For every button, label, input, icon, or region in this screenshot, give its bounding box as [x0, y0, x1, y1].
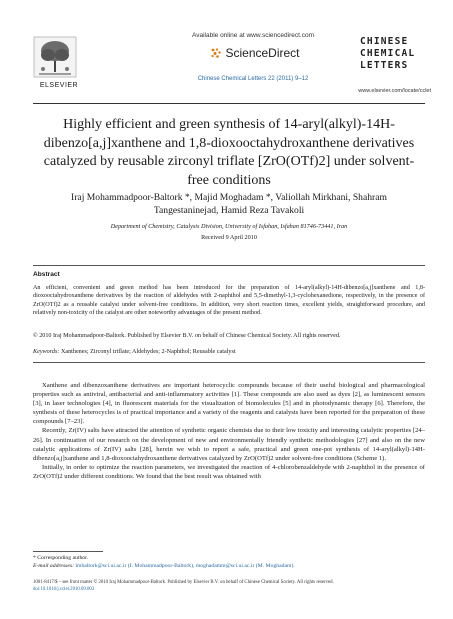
- sciencedirect-dots-icon: [210, 47, 222, 59]
- journal-reference-link[interactable]: Chinese Chemical Letters 22 (2011) 9–12: [197, 76, 309, 82]
- body-paragraph: Recently, Zr(IV) salts have attracted the attention of synthetic organic chemists due to their low toxicity and interesting catalytic properties [24–26]. In continuation of our research on the development of new and environmentally friendly synthetic methodologies [27] and also on the new catalytic applications of Zr(IV) salts [28], herein we wish to report a safe, practical and green one-pot synthesis of 14-aryl(alkyl)-14H-dibenzo[a,j]xanthene and 1,8-dioxooctahydroxanthene derivatives catalyzed by ZrO(OTf)2 under solvent-free conditions (Scheme 1).: [33, 427, 425, 462]
- email-label: E-mail addresses:: [33, 563, 75, 569]
- available-online-text: Available online at www.sciencedirect.com: [192, 32, 314, 39]
- body-paragraph: Initially, in order to optimize the reaction parameters, we investigated the reaction of 4-chlorobenzaldehyde with 2-naphthol in the presence of ZrO(OTf)2 under different conditions. We found that the best result was obtained with: [33, 463, 425, 480]
- author-affiliation: Department of Chemistry, Catalysis Division, University of Isfahan, Isfahan 81746-73441, Iran: [110, 223, 348, 230]
- header-divider: [33, 103, 425, 104]
- journal-name-line-2: CHEMICAL: [360, 48, 416, 59]
- footnote-divider: [33, 551, 103, 552]
- elsevier-tree-logo-icon: [33, 36, 77, 78]
- copyright-notice: © 2010 Iraj Mohammadpoor-Baltork. Published by Elsevier B.V. on behalf of Chinese Chemical Society. All rights reserved.: [33, 333, 341, 339]
- sciencedirect-brand[interactable]: [155, 44, 355, 60]
- journal-header: [33, 30, 431, 100]
- email-links[interactable]: imbaltork@sci.ui.ac.ir (I. Mohammadpoor-Baltork), moghadamm@sci.ui.ac.ir (M. Moghadam).: [75, 563, 295, 569]
- doi-link[interactable]: doi:10.1016/j.cclet.2010.09.003: [33, 587, 95, 592]
- journal-url-link[interactable]: www.elsevier.com/locate/cclet: [358, 88, 431, 94]
- journal-name-block: [360, 36, 428, 80]
- sciencedirect-label: ScienceDirect: [225, 46, 300, 61]
- keywords-line: [33, 349, 425, 355]
- abstract-top-divider: [33, 265, 425, 266]
- email-addresses: [33, 563, 425, 569]
- issn-copyright-line: 1001-8417/$ – see front matter © 2010 Iraj Mohammadpoor-Baltork. Published by Elsevier B.V. on behalf of Chinese Chemical Society. All rights reserved.: [33, 580, 334, 585]
- abstract-text: An efficient, convenient and green method has been introduced for the preparation of 14-aryl(alkyl)-14H-dibenzo[a,j]xanthene and 1,8-dioxooctahydroxanthene derivatives by the reaction of aldehydes with 2-naphthol and 5,5-dimethyl-1,3-cyclohexanedione, respectively, in the presence of ZrO(OTf)2 as a reusable catalyst under solvent-free conditions. In addition, very short reaction times, excellent yields, straightforward procedure, and relatively non-toxicity of the catalyst are other noteworthy advantages of the present method.: [33, 285, 425, 316]
- keywords-list: Xanthenes; Zirconyl triflate; Aldehydes; 2-Naphthol; Reusable catalyst: [60, 349, 236, 355]
- corresponding-author-note: * Corresponding author.: [33, 555, 89, 561]
- body-paragraph: Xanthene and dibenzoxanthene derivatives are important heterocyclic compounds because of their useful biological and pharmacological properties such as antiviral, antibacterial and anti-inflammatory activities [1]. These compounds are also used as dyes [2], as luminescent sensors [3], in laser technologies [4], in fluorescent materials for the visualization of biomolecules [5] and in photodynamic therapy [6]. Therefore, the synthesis of these heterocycles is of practical importance and a variety of the reagents and catalysts have been reported for the preparation of these compounds [7–23].: [33, 382, 425, 426]
- article-title: Highly efficient and green synthesis of 14-aryl(alkyl)-14H-dibenzo[a,j]xanthene and 1,8-dioxooctahydroxanthene derivatives catalyzed by reusable zirconyl triflate [ZrO(OTf)2] under solvent-free conditions: [43, 117, 415, 188]
- abstract-bottom-divider: [33, 362, 425, 363]
- publisher-name: ELSEVIER: [39, 82, 79, 89]
- keywords-label: Keywords:: [33, 349, 60, 355]
- article-authors: Iraj Mohammadpoor-Baltork *, Majid Moghadam *, Valiollah Mirkhani, Shahram Tangestaninejad, Hamid Reza Tavakoli: [71, 192, 387, 216]
- abstract-heading: Abstract: [33, 271, 60, 278]
- journal-name-line-3: LETTERS: [360, 60, 409, 71]
- article-body: [33, 381, 425, 481]
- received-date: Received 9 April 2010: [201, 234, 257, 241]
- journal-name-line-1: CHINESE: [360, 36, 409, 47]
